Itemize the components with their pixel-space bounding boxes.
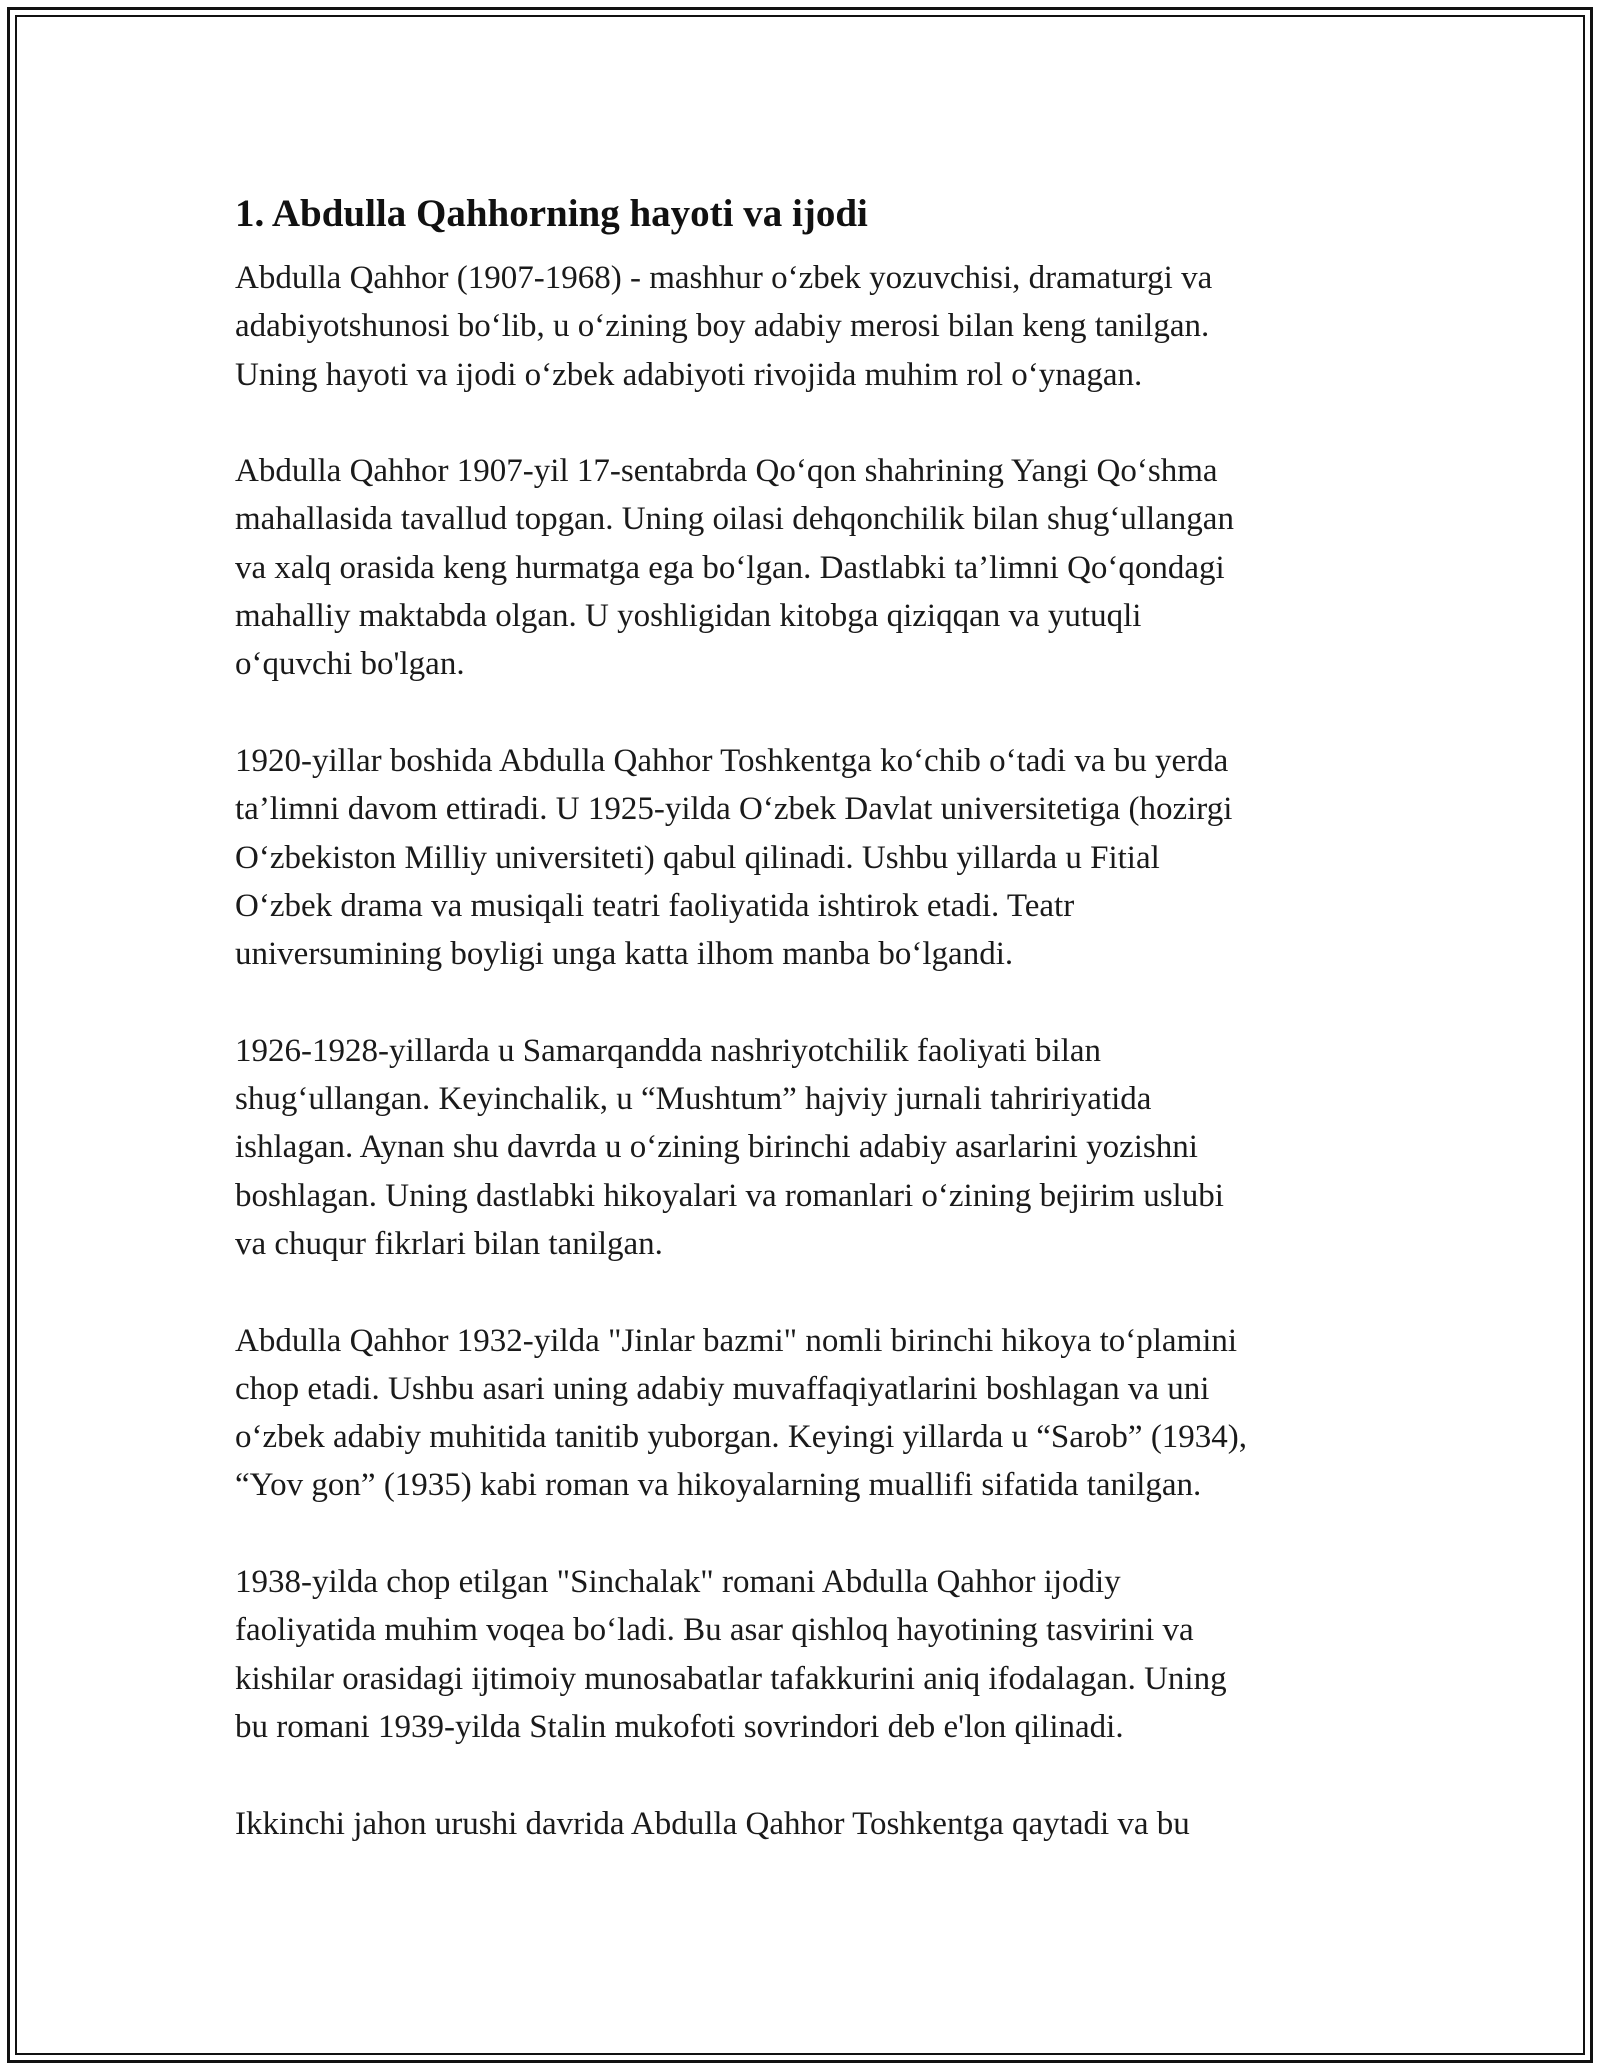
paragraph-line: 1938-yilda chop etilgan "Sinchalak" romani Abdulla Qahhor ijodiy — [235, 1564, 1121, 1601]
paragraph-line: Uning hayoti va ijodi o‘zbek adabiyoti rivojida muhim rol o‘ynagan. — [235, 356, 1143, 393]
document-body — [235, 188, 1395, 1896]
paragraph-line: ishlagan. Aynan shu davrda u o‘zining birinchi adabiy asarlarini yozishni — [235, 1129, 1198, 1166]
paragraph-line: mahallasida tavallud topgan. Uning oilasi dehqonchilik bilan shug‘ullangan — [235, 501, 1234, 538]
paragraph-line: va xalq orasida keng hurmatga ega bo‘lgan. Dastlabki ta’limni Qo‘qondagi — [235, 549, 1225, 586]
paragraph-line: va chuqur fikrlari bilan tanilgan. — [235, 1225, 663, 1262]
paragraph — [235, 1027, 1395, 1268]
paragraph-line: chop etadi. Ushbu asari uning adabiy muvaffaqiyatlarini boshlagan va uni — [235, 1370, 1210, 1407]
paragraph-line: 1926-1928-yillarda u Samarqandda nashriyotchilik faoliyati bilan — [235, 1032, 1102, 1069]
paragraph — [235, 254, 1395, 399]
document-title: 1. Abdulla Qahhorning hayoti va ijodi — [235, 192, 868, 235]
paragraph-line: Ikkinchi jahon urushi davrida Abdulla Qahhor Toshkentga qaytadi va bu — [235, 1805, 1190, 1842]
paragraph-line: o‘quvchi bo'lgan. — [235, 646, 465, 683]
paragraph-line: boshlagan. Uning dastlabki hikoyalari va romanlari o‘zining bejirim uslubi — [235, 1177, 1224, 1214]
paragraph-line: “Yov gon” (1935) kabi roman va hikoyalarning muallifi sifatida tanilgan. — [235, 1467, 1202, 1504]
paragraph-line: o‘zbek adabiy muhitida tanitib yuborgan. Keyingi yillarda u “Sarob” (1934), — [235, 1419, 1248, 1456]
paragraph-line: faoliyatida muhim voqea bo‘ladi. Bu asar qishloq hayotining tasvirini va — [235, 1612, 1194, 1649]
paragraph — [235, 1317, 1395, 1510]
paragraph-line: adabiyotshunosi bo‘lib, u o‘zining boy adabiy merosi bilan keng tanilgan. — [235, 308, 1210, 345]
paragraph-line: shug‘ullangan. Keyinchalik, u “Mushtum” hajviy jurnali tahririyatida — [235, 1081, 1152, 1118]
paragraph-line: bu romani 1939-yilda Stalin mukofoti sovrindori deb e'lon qilinadi. — [235, 1708, 1124, 1745]
paragraph-line: kishilar orasidagi ijtimoiy munosabatlar tafakkurini aniq ifodalagan. Uning — [235, 1660, 1227, 1697]
paragraph-line: Abdulla Qahhor (1907-1968) - mashhur o‘zbek yozuvchisi, dramaturgi va — [235, 260, 1213, 296]
paragraph-line: ta’limni davom ettiradi. U 1925-yilda O‘zbek Davlat universitetiga (hozirgi — [235, 791, 1233, 828]
paragraph — [235, 1558, 1395, 1751]
paragraph — [235, 737, 1395, 978]
paragraph-line: universumining boyligi unga katta ilhom manba bo‘lgandi. — [235, 936, 1014, 973]
paragraph-line: O‘zbek drama va musiqali teatri faoliyatida ishtirok etadi. Teatr — [235, 887, 1075, 924]
paragraph — [235, 1800, 1395, 1848]
paragraph-line: O‘zbekiston Milliy universiteti) qabul qilinadi. Ushbu yillarda u Fitial — [235, 839, 1160, 876]
paragraph-line: mahalliy maktabda olgan. U yoshligidan kitobga qiziqqan va yutuqli — [235, 598, 1142, 635]
paragraph — [235, 447, 1395, 688]
paragraph-line: Abdulla Qahhor 1907-yil 17-sentabrda Qo‘qon shahrining Yangi Qo‘shma — [235, 453, 1218, 490]
paragraph-line: Abdulla Qahhor 1932-yilda "Jinlar bazmi" nomli birinchi hikoya to‘plamini — [235, 1322, 1238, 1359]
paragraph-line: 1920-yillar boshida Abdulla Qahhor Toshkentga ko‘chib o‘tadi va bu yerda — [235, 742, 1229, 779]
